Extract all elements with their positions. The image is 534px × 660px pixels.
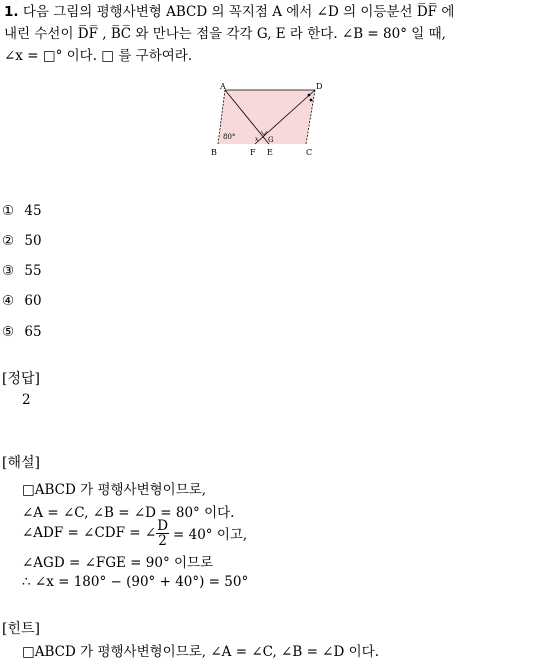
option-marker: ② — [2, 233, 15, 249]
explanation-line-3-pre: ∠ADF = ∠CDF = ∠ — [22, 525, 157, 541]
label-angle-B: 80° — [223, 133, 236, 141]
explanation-line-4: ∠AGD = ∠FGE = 90° 이므로 — [22, 555, 214, 571]
question-text-3: ∠x = □° 이다. □ 를 구하여라. — [4, 48, 193, 64]
explanation-heading: [해설] — [2, 455, 40, 471]
question-number: 1. — [4, 4, 19, 20]
fraction-denominator: 2 — [158, 532, 167, 549]
answer-heading: [정답] — [2, 371, 40, 387]
option-value: 55 — [24, 263, 42, 279]
label-E: E — [267, 148, 273, 157]
explanation-line-3-post: = 40° 이고, — [173, 527, 248, 543]
question-line-1 — [4, 2, 454, 22]
option-4[interactable] — [2, 293, 42, 309]
fraction — [156, 519, 169, 548]
label-C: C — [306, 148, 313, 157]
label-B: B — [211, 148, 217, 157]
explanation-line-5: ∴ ∠x = 180° − (90° + 40°) = 50° — [22, 574, 249, 590]
option-1[interactable] — [2, 203, 42, 219]
option-value: 60 — [24, 293, 42, 309]
option-marker: ④ — [2, 293, 15, 309]
option-value: 50 — [24, 233, 42, 249]
option-marker: ⑤ — [2, 324, 15, 340]
option-marker: ③ — [2, 263, 15, 279]
explanation-line-1: □ABCD 가 평행사변형이므로, — [22, 482, 207, 498]
label-A: A — [220, 82, 226, 91]
question-text-1: 다음 그림의 평행사변형 ABCD 의 꼭지점 A 에서 ∠D 의 이등분선 D̅F̅ 에 — [22, 4, 455, 20]
question-text-2: 내린 수선이 D̅F̅ , B̅C̅ 와 만나는 점을 각각 G, E 라 한다. ∠B = 80° 일 때, — [4, 26, 446, 42]
label-D: D — [316, 82, 323, 91]
explanation-line-2: ∠A = ∠C, ∠B = ∠D = 80° 이다. — [22, 505, 235, 521]
answer-value: 2 — [22, 392, 31, 408]
label-F: F — [250, 148, 256, 157]
fraction-numerator: D — [157, 517, 169, 534]
hint-heading: [힌트] — [2, 621, 40, 637]
option-value: 65 — [24, 324, 42, 340]
explanation-line-3 — [22, 515, 247, 551]
option-5[interactable] — [2, 324, 42, 340]
option-marker: ① — [2, 203, 15, 219]
label-x: x — [255, 136, 259, 143]
option-3[interactable] — [2, 263, 42, 279]
parallelogram-figure — [205, 80, 330, 158]
hint-line-1: □ABCD 가 평행사변형이므로, ∠A = ∠C, ∠B = ∠D 이다. — [22, 644, 379, 660]
label-G: G — [268, 136, 274, 144]
option-2[interactable] — [2, 233, 42, 249]
option-value: 45 — [24, 203, 42, 219]
